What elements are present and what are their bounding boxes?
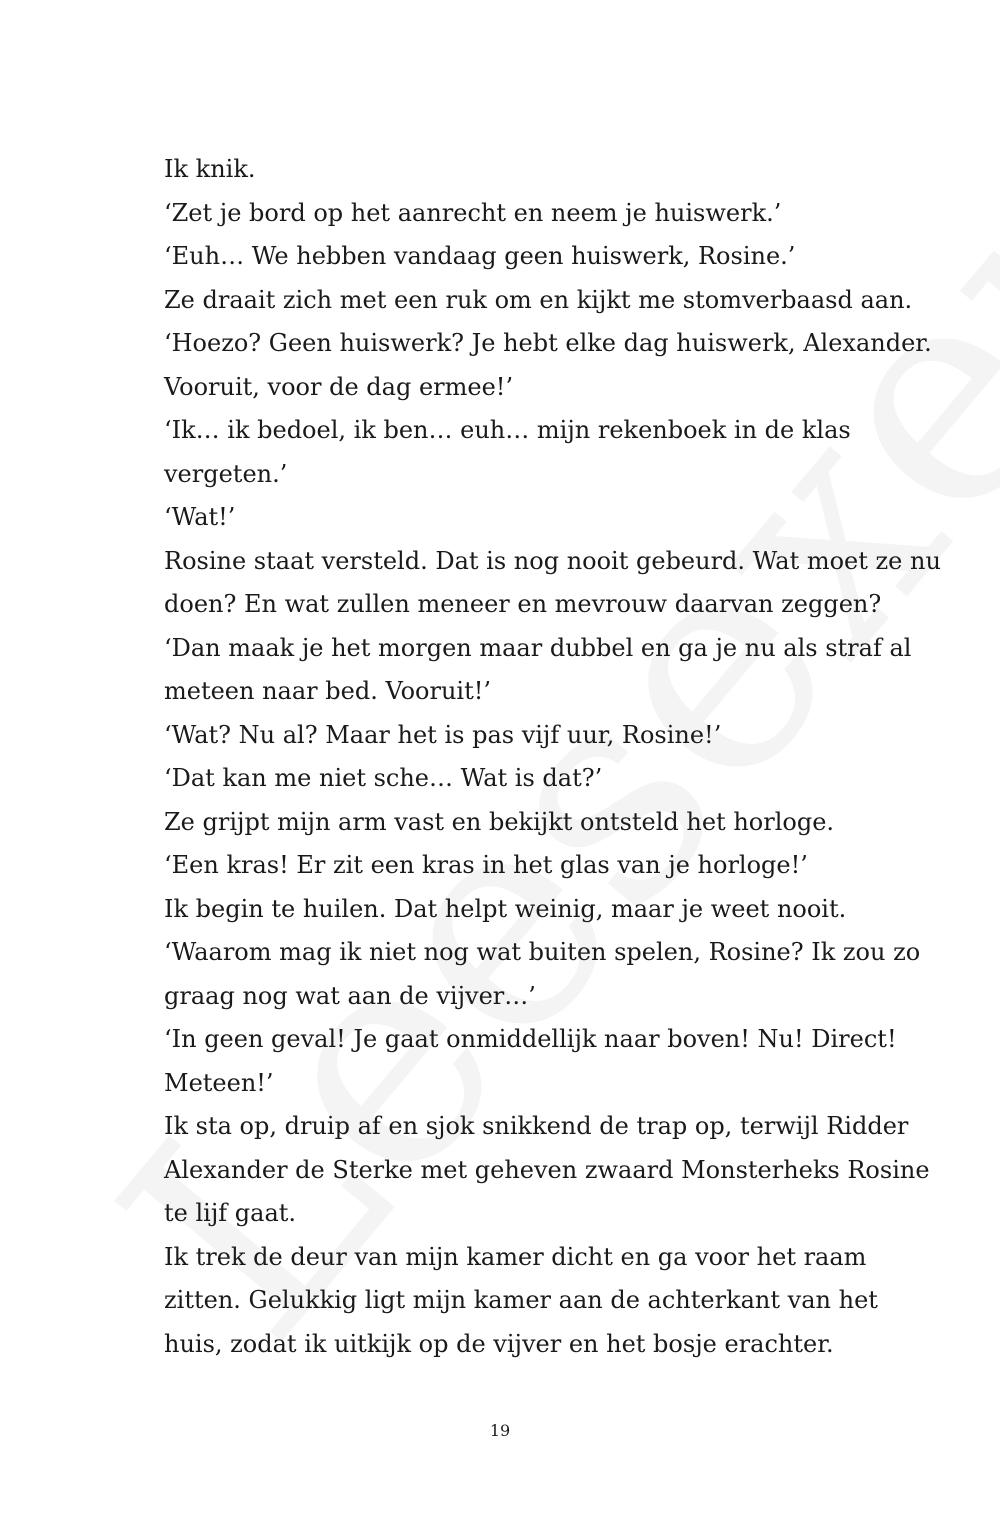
- text-line: Meteen!’: [164, 1068, 274, 1097]
- text-line: ‘Waarom mag ik niet nog wat buiten spelen, Rosine? Ik zou zo: [164, 938, 921, 966]
- text-line: ‘Dat kan me niet sche… Wat is dat?’: [164, 764, 603, 792]
- page-number: 19: [489, 1421, 511, 1440]
- text-line: meteen naar bed. Vooruit!’: [164, 677, 492, 705]
- text-line: huis, zodat ik uitkijk op de vijver en het bosje erachter.: [164, 1329, 834, 1358]
- text-line: Ik sta op, druip af en sjok snikkend de trap op, terwijl Ridder: [164, 1112, 909, 1140]
- text-line: ‘Euh… We hebben vandaag geen huiswerk, Rosine.’: [164, 242, 796, 270]
- text-line: Alexander de Sterke met geheven zwaard Monsterheks Rosine: [164, 1155, 930, 1184]
- text-line: Vooruit, voor de dag ermee!’: [164, 372, 514, 401]
- text-line: Ik knik.: [164, 155, 256, 183]
- text-line: ‘Zet je bord op het aanrecht en neem je huiswerk.’: [164, 198, 782, 227]
- text-line: vergeten.’: [164, 459, 288, 488]
- text-line: Ik begin te huilen. Dat helpt weinig, maar je weet nooit.: [164, 894, 847, 923]
- text-line: Ik trek de deur van mijn kamer dicht en ga voor het raam: [164, 1242, 867, 1271]
- text-line: ‘Wat? Nu al? Maar het is pas vijf uur, Rosine!’: [164, 720, 722, 749]
- body-text: [164, 148, 941, 1366]
- text-line: graag nog wat aan de vijver…’: [164, 981, 536, 1010]
- text-line: Rosine staat versteld. Dat is nog nooit gebeurd. Wat moet ze nu: [164, 546, 941, 575]
- text-line: doen? En wat zullen meneer en mevrouw daarvan zeggen?: [164, 590, 882, 618]
- text-line: Ze draait zich met een ruk om en kijkt me stomverbaasd aan.: [164, 285, 913, 314]
- text-line: ‘Een kras! Er zit een kras in het glas van je horloge!’: [164, 851, 808, 879]
- text-line: ‘Hoezo? Geen huiswerk? Je hebt elke dag huiswerk, Alexander.: [164, 329, 932, 357]
- text-line: ‘Wat!’: [164, 503, 236, 531]
- text-line: te lijf gaat.: [164, 1199, 297, 1227]
- text-line: Ze grijpt mijn arm vast en bekijkt ontsteld het horloge.: [164, 807, 835, 836]
- text-line: ‘Ik… ik bedoel, ik ben… euh… mijn rekenboek in de klas: [164, 416, 851, 444]
- text-line: ‘In geen geval! Je gaat onmiddellijk naar boven! Nu! Direct!: [164, 1025, 897, 1053]
- text-line: ‘Dan maak je het morgen maar dubbel en ga je nu als straf al: [164, 633, 912, 662]
- text-line: zitten. Gelukkig ligt mijn kamer aan de achterkant van het: [164, 1286, 878, 1314]
